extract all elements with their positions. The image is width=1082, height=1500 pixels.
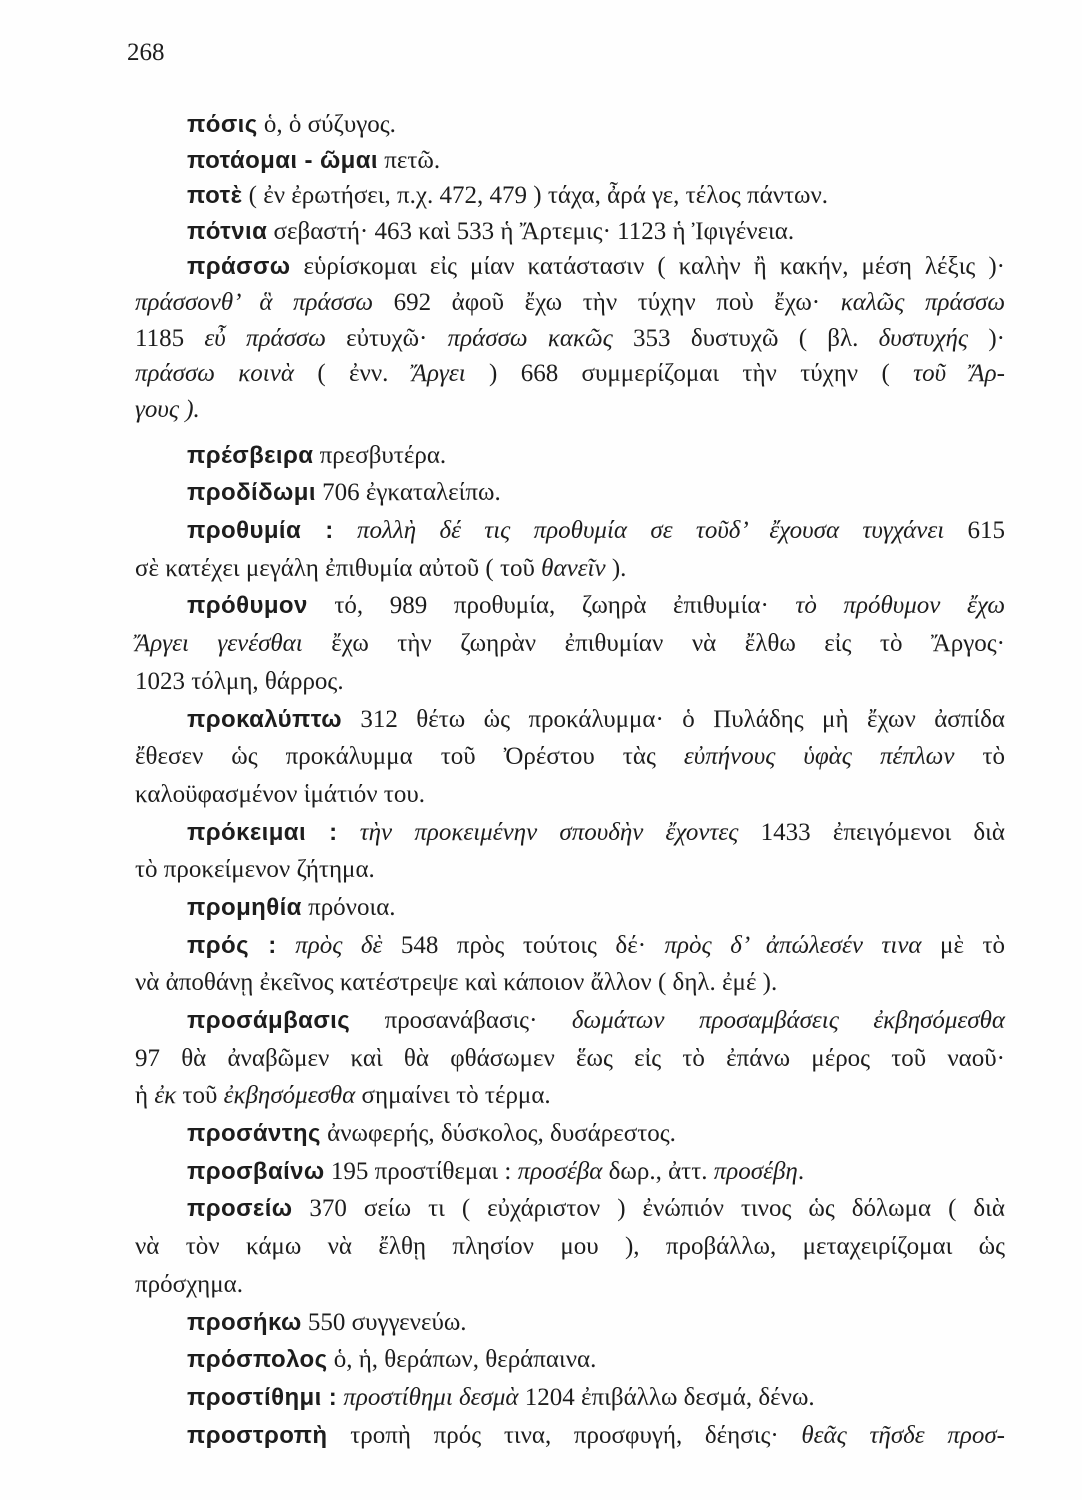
entry-line [135, 550, 1005, 588]
entry-line [135, 285, 1005, 321]
gloss-text: 97 θὰ ἀναβῶμεν καὶ θὰ φθάσωμεν ἕως εἰς τὸ ἐπάνω μέρος τοῦ ναοῦ· [135, 1044, 1005, 1072]
gloss-text: 195 προστίθεμαι : [324, 1157, 518, 1185]
quoted-phrase: προσέβα [517, 1157, 603, 1185]
entry-line [135, 1002, 1005, 1040]
glossary-entry [135, 1341, 1005, 1379]
gloss-text: καλοϋφασμένον ἱμάτιόν του. [135, 780, 425, 808]
gloss-text: ( ἐν ἐρωτήσει, π.χ. 472, 479 ) τάχα, ἆρά γε, τέλος πάντων. [242, 182, 829, 210]
quoted-phrase: καλῶς πράσσω [840, 288, 1005, 316]
entry-line [135, 587, 1005, 625]
gloss-text: 353 δυστυχῶ ( βλ. [612, 324, 879, 352]
quoted-phrase: προσέβη [713, 1157, 798, 1185]
quoted-phrase: πρὸς δὲ [295, 931, 383, 959]
gloss-text: ἡ [135, 1082, 155, 1110]
headword: πρέσβειρα [187, 441, 314, 469]
glossary-entry [135, 178, 1005, 214]
gloss-text: τό, 989 προθυμία, ζωηρὰ ἐπιθυμία· [307, 592, 796, 620]
glossary-entry [135, 927, 1005, 1002]
entry-line [135, 663, 1005, 701]
glossary-entry [135, 1417, 1005, 1455]
headword: πόσις [187, 111, 258, 138]
entry-line [135, 814, 1005, 852]
quoted-phrase: Ἄργει [411, 360, 466, 388]
headword: πρός : [187, 931, 277, 959]
glossary-entry [135, 437, 1005, 475]
glossary-entry [135, 889, 1005, 927]
gloss-text: νὰ ἀποθάνῃ ἐκεῖνος κατέστρεψε καὶ κάποιον ἄλλον ( δηλ. ἐμέ ). [135, 969, 778, 997]
entry-line [135, 1153, 1005, 1191]
entry-line [135, 1228, 1005, 1266]
entry-line [135, 1341, 1005, 1379]
glossary-entry [135, 1153, 1005, 1191]
quoted-phrase: θανεῖν [541, 554, 606, 582]
quoted-phrase: πράσσω κοινὰ [135, 360, 294, 388]
headword: ποτὲ [187, 182, 243, 210]
entry-line [135, 474, 1005, 512]
gloss-text: 548 πρὸς τούτοις δέ· [382, 931, 665, 959]
quoted-phrase: θεᾶς τῆσδε προσ- [801, 1421, 1006, 1449]
gloss-text: τροπὴ πρός τινα, προσφυγή, δέησις· [327, 1421, 802, 1449]
entry-line [135, 738, 1005, 776]
glossary-entry [135, 143, 1005, 179]
entry-line [135, 437, 1005, 475]
headword: προστροπὴ [187, 1421, 328, 1449]
gloss-text: 1433 ἐπειγόμενοι διὰ [738, 818, 1005, 846]
gloss-text: . [797, 1157, 805, 1185]
gloss-text: τὸ [954, 743, 1006, 771]
entry-line [135, 214, 1005, 250]
headword: προμηθία [187, 893, 302, 921]
quoted-phrase: ἐκ [154, 1082, 177, 1110]
gloss-text: 615 [944, 517, 1006, 545]
entry-line [135, 512, 1005, 550]
gloss-text: ἔθεσεν ὡς προκάλυμμα τοῦ Ὀρέστου τὰς [135, 743, 684, 771]
page-number: 268 [127, 39, 165, 66]
entry-line [135, 249, 1005, 285]
gloss-text: μὲ τὸ [921, 931, 1005, 959]
quoted-phrase: πράσσονθ’ ἃ πράσσω [135, 288, 373, 316]
entry-line [135, 1417, 1005, 1455]
headword: προστίθημι : [187, 1383, 338, 1411]
gloss-text: ἔχω τὴν ζωηρὰν ἐπιθυμίαν νὰ ἔλθω εἰς τὸ Ἄργος· [302, 630, 1006, 658]
entry-line [135, 321, 1005, 357]
quoted-phrase: πολλὴ δέ τις προθυμία σε τοῦδ’ ἔχουσα τυγχάνει [357, 517, 945, 545]
headword: πότνια [187, 217, 268, 245]
gloss-text: ἀνωφερής, δύσκολος, δυσάρεστος. [320, 1120, 676, 1148]
glossary-entry [135, 107, 1005, 143]
gloss-text: νὰ τὸν κάμω νὰ ἔλθῃ πλησίον μου ), προβάλλω, μεταχειρίζομαι ὡς [135, 1233, 1005, 1261]
glossary-entry [135, 474, 1005, 512]
gloss-text: πρεσβυτέρα. [313, 441, 447, 469]
glossary-entry [135, 1304, 1005, 1342]
entry-line [135, 1304, 1005, 1342]
quoted-phrase: τοῦ Ἄρ- [913, 360, 1005, 388]
gloss-text: 370 σείω τι ( εὐχάριστον ) ἐνώπιόν τινος ὡς δόλωμα ( διὰ [292, 1195, 1005, 1223]
entry-line [135, 1190, 1005, 1228]
entry-line [135, 1115, 1005, 1153]
entry-line [135, 964, 1005, 1002]
gloss-text: εὐτυχῶ· [325, 324, 448, 352]
gloss-text: σημαίνει τὸ τέρμα. [355, 1082, 551, 1110]
gloss-text: δωρ., ἀττ. [602, 1157, 714, 1185]
glossary-entry [135, 587, 1005, 700]
gloss-text: 550 συγγενεύω. [301, 1308, 467, 1336]
quoted-phrase: ἐκβησόμεσθα [223, 1082, 356, 1110]
entry-line [135, 1040, 1005, 1078]
glossary-entry [135, 701, 1005, 814]
gloss-text [337, 819, 359, 846]
headword: πρόθυμον [187, 592, 308, 620]
gloss-text: ( ἐνν. [293, 360, 412, 388]
gloss-text [277, 932, 296, 959]
gloss-text: σὲ κατέχει μεγάλη ἐπιθυμία αὐτοῦ ( τοῦ [135, 554, 542, 582]
headword: ποτάομαι - ῶμαι [187, 146, 378, 174]
quoted-phrase: δωμάτων προσαμβάσεις ἐκβησόμεσθα [571, 1007, 1005, 1035]
gloss-text: ὁ, ὁ σύζυγος. [257, 111, 396, 138]
gloss-text: πετῶ. [377, 146, 441, 174]
headword: προσάμβασις [187, 1007, 351, 1035]
entry-line [135, 392, 1005, 428]
gloss-text: πρόσχημα. [135, 1270, 243, 1298]
glossary-entry [135, 249, 1005, 427]
headword: πρόκειμαι : [187, 818, 338, 846]
entry-line [135, 1077, 1005, 1115]
headword: προδίδωμι [187, 479, 316, 507]
gloss-text: προσανάβασις· [350, 1007, 572, 1035]
headword: προσείω [187, 1195, 293, 1223]
quoted-phrase: τὴν προκειμένην σπουδὴν ἔχοντες [359, 818, 739, 846]
entry-line [135, 178, 1005, 214]
entry-line [135, 776, 1005, 814]
gloss-text: 312 θέτω ὡς προκάλυμμα· ὁ Πυλάδης μὴ ἔχων ἀσπίδα [341, 705, 1005, 733]
gloss-text: πρόνοια. [301, 893, 396, 921]
gloss-text: ) 668 συμμερίζομαι τὴν τύχην ( [465, 360, 914, 388]
entry-line [135, 107, 1005, 143]
quoted-phrase: εὐπήνους ὑφὰς πέπλων [683, 743, 955, 771]
glossary-entry [135, 512, 1005, 587]
entry-line [135, 143, 1005, 179]
quoted-phrase: εὖ πράσσω [204, 324, 326, 352]
gloss-text: ὁ, ἡ, θεράπων, θεράπαινα. [327, 1346, 597, 1374]
glossary-entry [135, 1190, 1005, 1303]
entry-line [135, 356, 1005, 392]
headword: πράσσω [187, 253, 291, 281]
headword: προθυμία : [187, 517, 334, 545]
gloss-text: εὑρίσκομαι εἰς μίαν κατάστασιν ( καλὴν ἢ κακήν, μέση λέξις )· [290, 253, 1005, 281]
quoted-phrase: πρὸς δ’ ἀπώλεσέν τινα [664, 931, 922, 959]
entry-line [135, 927, 1005, 965]
gloss-text: 692 ἀφοῦ ἔχω τὴν τύχην ποὺ ἔχω· [372, 288, 841, 316]
gloss-text [334, 517, 357, 544]
entry-line [135, 889, 1005, 927]
gloss-text: 1185 [135, 324, 205, 352]
gloss-text: τοῦ [176, 1082, 224, 1110]
quoted-phrase: δυστυχής [878, 324, 969, 352]
glossary-entry [135, 1115, 1005, 1153]
entry-line [135, 1266, 1005, 1304]
headword: πρόσπολος [187, 1346, 328, 1374]
quoted-phrase: τὸ πρόθυμον ἔχω [795, 592, 1005, 620]
gloss-text: σεβαστή· 463 καὶ 533 ἡ Ἄρτεμις· 1123 ἡ Ἰφιγένεια. [267, 217, 795, 245]
headword: προσάντης [187, 1120, 321, 1148]
gloss-text: 706 ἐγκαταλείπω. [315, 479, 501, 507]
entry-line [135, 625, 1005, 663]
entry-line [135, 701, 1005, 739]
gloss-text: τὸ προκείμενον ζήτημα. [135, 856, 375, 884]
gloss-text: 1204 ἐπιβάλλω δεσμά, δένω. [518, 1383, 815, 1411]
gloss-text: )· [968, 324, 1005, 352]
glossary-entries [135, 107, 1005, 1454]
glossary-entry [135, 214, 1005, 250]
gloss-text: 1023 τόλμη, θάρρος. [135, 667, 344, 695]
entry-line [135, 851, 1005, 889]
headword: προσήκω [187, 1308, 302, 1336]
glossary-entry [135, 814, 1005, 889]
headword: προσβαίνω [187, 1157, 325, 1185]
gloss-text: ). [605, 554, 627, 582]
quoted-phrase: γους ). [135, 395, 200, 423]
headword: προκαλύπτω [187, 705, 342, 733]
glossary-entry [135, 1379, 1005, 1417]
quoted-phrase: προστίθημι δεσμὰ [343, 1383, 519, 1411]
quoted-phrase: Ἄργει γενέσθαι [135, 630, 303, 658]
glossary-entry [135, 1002, 1005, 1115]
quoted-phrase: πράσσω κακῶς [447, 324, 613, 352]
entry-line [135, 1379, 1005, 1417]
